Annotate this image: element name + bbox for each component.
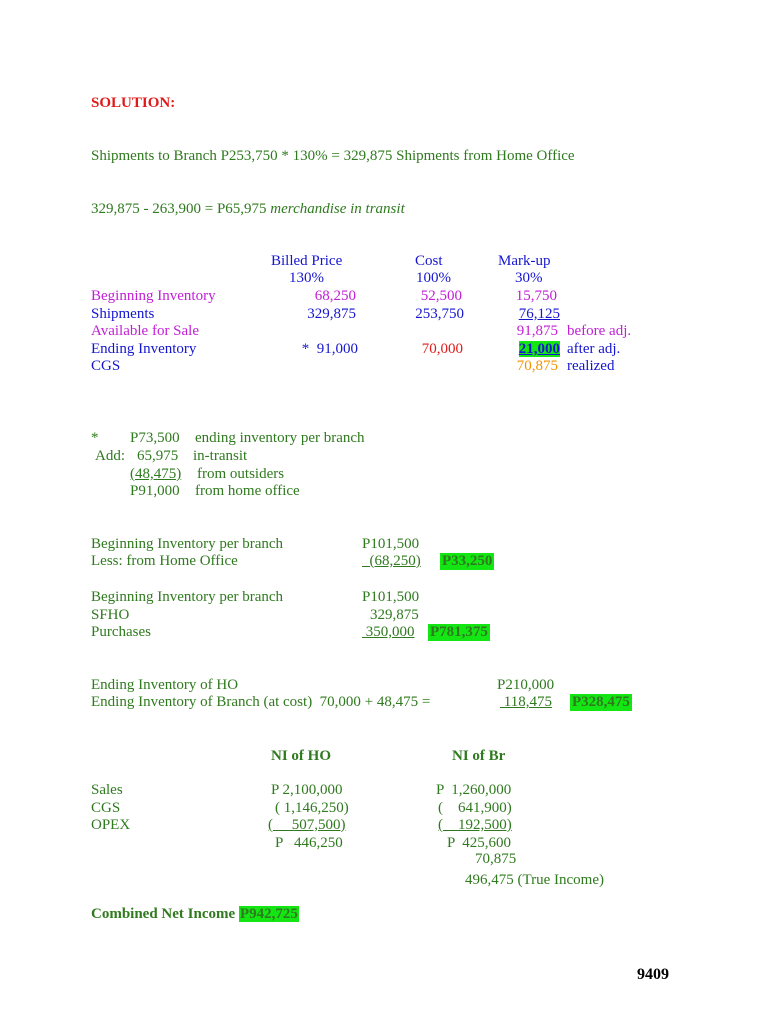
transit-note: merchandise in transit (270, 201, 405, 217)
cell-ending-cost: 70,000 (421, 341, 463, 357)
ni-br-sales: P 1,260,000 (436, 782, 512, 798)
row-label-cgs: CGS (91, 358, 121, 374)
footnote-line1-amount: P73,500 (130, 430, 180, 446)
cell-shipments-cost: 253,750 (415, 306, 464, 322)
cell-shipments-billed: 329,875 (307, 306, 356, 322)
row-label-available-for-sale: Available for Sale (91, 323, 200, 339)
page-number: 9409 (637, 966, 669, 983)
ni-ho-header: NI of HO (271, 748, 331, 764)
footnote-line2-desc: in-transit (193, 448, 248, 464)
calc2-row2-amount: 329,875 (370, 607, 419, 623)
cell-beginning-billed: 68,250 (314, 288, 356, 304)
calc1-row1-label: Beginning Inventory per branch (91, 536, 284, 552)
ni-br-true-income: 496,475 (True Income) (465, 872, 605, 888)
footnote-line2-amount: 65,975 (137, 448, 179, 464)
row-label-shipments: Shipments (91, 306, 155, 322)
ni-br-header: NI of Br (452, 748, 506, 764)
combined-label: Combined Net Income (91, 906, 236, 922)
calc2-row3-label: Purchases (91, 624, 151, 640)
ni-ho-total: P 446,250 (275, 835, 343, 851)
calc1-row1-amount: P101,500 (362, 536, 420, 552)
pct-billed: 130% (289, 270, 324, 286)
ni-br-subtotal: P 425,600 (447, 835, 512, 851)
calc2-row3-amount: 350,000 (362, 624, 415, 640)
note-before-adj: before adj. (567, 323, 632, 339)
footnote-line2-prefix: Add: (95, 448, 125, 464)
pct-markup: 30% (515, 270, 543, 286)
calc1-result: P33,250 (442, 553, 493, 569)
calc2-row1-amount: P101,500 (362, 589, 420, 605)
header-billed-price: Billed Price (271, 253, 343, 269)
cell-cgs-markup: 70,875 (516, 358, 558, 374)
row-label-beginning-inventory: Beginning Inventory (91, 288, 216, 304)
transit-calc: 329,875 - 263,900 = P65,975 (91, 201, 271, 217)
ni-ho-sales: P 2,100,000 (271, 782, 343, 798)
ni-br-opex: ( 192,500) (438, 817, 512, 833)
calc1-row2-label: Less: from Home Office (91, 553, 238, 569)
calc3-result: P328,475 (572, 694, 630, 710)
footnote-star: * (91, 430, 99, 446)
row-label-ending-inventory: Ending Inventory (91, 341, 197, 357)
shipments-line: Shipments to Branch P253,750 * 130% = 329,875 Shipments from Home Office (91, 148, 575, 164)
ni-label-opex: OPEX (91, 817, 131, 833)
calc3-row1-label: Ending Inventory of HO (91, 677, 239, 693)
calc1-row2-amount: (68,250) (362, 553, 421, 569)
calc2-result: P781,375 (430, 624, 488, 640)
combined-value: P942,725 (239, 906, 298, 922)
ni-label-sales: Sales (91, 782, 123, 798)
calc3-row2-label: Ending Inventory of Branch (at cost) 70,000 + 48,475 = (91, 694, 431, 710)
footnote-line4-desc: from home office (195, 483, 300, 499)
cell-beginning-markup: 15,750 (515, 288, 557, 304)
cell-beginning-cost: 52,500 (420, 288, 462, 304)
calc3-row1-amount: P210,000 (497, 677, 555, 693)
ni-ho-cgs: ( 1,146,250) (275, 800, 349, 816)
footnote-line3-desc: from outsiders (197, 466, 285, 482)
calc2-row2-label: SFHO (91, 607, 130, 623)
ni-ho-opex: ( 507,500) (268, 817, 346, 833)
note-after-adj: after adj. (567, 341, 621, 357)
calc2-row1-label: Beginning Inventory per branch (91, 589, 284, 605)
cell-shipments-markup: 76,125 (518, 306, 560, 322)
footnote-line4-amount: P91,000 (130, 483, 180, 499)
ni-br-add-realized: 70,875 (475, 851, 517, 867)
header-cost: Cost (415, 253, 443, 269)
transit-line (91, 201, 405, 218)
solution-heading: SOLUTION: (91, 95, 176, 111)
ni-label-cgs: CGS (91, 800, 121, 816)
footnote-line1-desc: ending inventory per branch (195, 430, 365, 446)
note-realized: realized (567, 358, 615, 374)
header-markup: Mark-up (498, 253, 551, 269)
calc3-row2-amount: 118,475 (500, 694, 552, 710)
cell-ending-markup: 21,000 (518, 341, 560, 357)
cell-ending-billed: * 91,000 (301, 341, 358, 357)
cell-available-markup: 91,875 (516, 323, 558, 339)
footnote-line3-amount: (48,475) (130, 466, 182, 482)
pct-cost: 100% (416, 270, 451, 286)
combined-net-income (91, 906, 299, 923)
ni-br-cgs: ( 641,900) (438, 800, 512, 816)
